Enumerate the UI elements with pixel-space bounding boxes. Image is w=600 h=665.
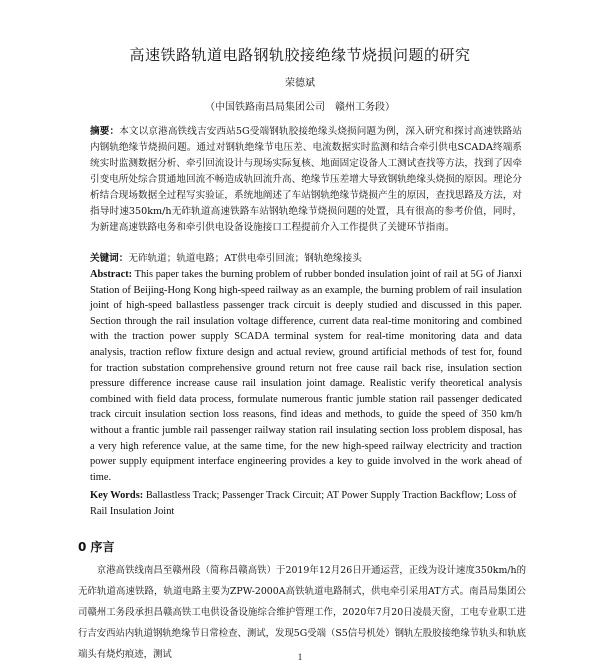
section-heading: 0 序言 [78, 540, 115, 554]
chinese-abstract-text: 本文以京港高铁线吉安西站5G受端钢轨胶接绝缘头烧损问题为例，深入研究和探讨高速铁路站内钢轨绝缘节烧损问题。通过对钢轨绝缘节电压差、电流数据实时监测和结合牵引供电SCADA终端系统实时监测数据分析、牵引回流设计与现场实际复核、地面固定设备人工测试查找等方法，找到了因牵引变电所处综合贯通地回流不畅造成轨回流升高、绝缘节压差增大导致钢轨绝缘头烧损的原因。理论分析结合现场数据全过程写实验证，系统地阐述了车站钢轨绝缘节烧损产生的原因，查找思路及方法，对指导时速350km/h无砟轨道高速铁路车站钢轨绝缘节烧损问题的处置，具有很高的参考价值，同时，为新建高速铁路电务和牵引供电设备设施接口工程提前介入工作提供了关键环节指南。 [90, 126, 522, 233]
chinese-keywords-text: 无砟轨道；轨道电路；AT供电牵引回流；钢轨绝缘接头 [128, 253, 362, 264]
english-abstract [90, 267, 522, 485]
author-affiliation: （中国铁路南昌局集团公司 赣州工务段） [205, 102, 395, 113]
english-keywords-label: Key Words: [90, 490, 144, 501]
chinese-abstract-label: 摘要： [90, 126, 120, 137]
page-number: 1 [297, 652, 303, 662]
chinese-abstract [90, 124, 522, 236]
english-keywords-text: Ballastless Track; Passenger Track Circuit; AT Power Supply Traction Backflow; Loss of Rail Insulation Joint [90, 490, 517, 517]
author-name: 荣德斌 [285, 78, 315, 89]
paper-title: 高速铁路轨道电路钢轨胶接绝缘节烧损问题的研究 [129, 46, 471, 64]
chinese-keywords-label: 关键词： [90, 253, 129, 264]
english-abstract-text: This paper takes the burning problem of rubber bonded insulation joint of rail at 5G of Jianxi Station of Beijing-Hong Kong high-speed railway as an example, the burning problem of rail insulation joint of high-speed ballastless passenger track circuit is deeply studied and discussed in this paper. Section through the rail insulation voltage difference, current data real-time monitoring and combined with the traction power supply SCADA terminal system for real-time monitoring data and data analysis, traction reflow fixture design and actual review, ground artificial methods of test for, found for traction substation comprehensive ground return not free cause rail back rise, insulation section pressure difference increase cause rail insulation joint damage. Realistic verify theoretical analysis combined with field data process, formulate numerous frantic jumble station rail passenger dedicated track circuit insulation section loss reasons, find ideas and methods, to guide the speed of 350 km/h without a frantic jumble rail passenger railway station rail insulating section loss problem disposal, has a very high reference value, at the same time, for the new high-speed railway electricity and traction power supply equipment interface engineering provides a key to guide involved in the work ahead of time. [90, 269, 522, 483]
chinese-keywords [90, 252, 522, 266]
body-paragraph: 京港高铁线南昌至赣州段（简称昌赣高铁）于2019年12月26日开通运营，正线为设计速度350km/h的无砟轨道高速铁路，轨道电路主要为ZPW-2000A高铁轨道电路制式，供电牵引采用AT方式。南昌局集团公司赣州工务段承担昌赣高铁工电供设备设施综合维护管理工作，2020年7月20日凌晨天窗，工电专业职工进行吉安西站内轨道钢轨绝缘节日常检查、测试，发现5G受端（S5信号机处）钢轨左股胶接绝缘节轨头和轨底端头有烧灼痕迹，测试 [78, 565, 526, 660]
english-keywords [90, 488, 522, 519]
english-abstract-label: Abstract: [90, 269, 133, 280]
